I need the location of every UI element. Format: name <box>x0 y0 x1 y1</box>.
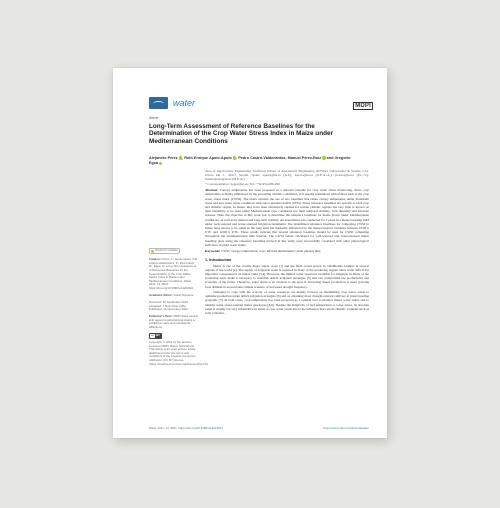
body-paragraph: Maize is one of the world's major staple crops [1] and the main cereal grown by smallholder farmers in several regions of the world [2]. The supply of irrigation water is required in many of the producing regions since water deficit has important consequences on maize yield [3,4]. However, the limited water resources available for irrigation in many of the producing areas make it necessary to establish deficit irrigation strategies [5] that can compromise the productivity and economy of the farms. Therefore, water stress is an obstacle to the goal of increasing maize production to meet growing food demand in an uncertain climate scenario of increased drought frequency. <box>205 263 369 289</box>
keywords-text: CWSI; canopy temperature; crop; infrared thermometry; plant phenotyping <box>221 249 321 254</box>
copyright-block: Copyright: © 2022 by the authors. Licensee MDPI, Basel, Switzerland. This article is an open access article distributed under the terms and conditions of the Creative Commons Attribution (CC BY) license (https://creativecommons.org/licenses/by/4.0/). <box>149 340 209 366</box>
check-updates-badge: check for updates <box>149 248 180 254</box>
author: Manuel Pérez-Ruiz <box>287 156 322 160</box>
article-title: Long-Term Assessment of Reference Baselines for the Determination of the Crop Water Stress Index in Maize under Mediterranean Conditions <box>149 123 334 145</box>
publisher-note-block: Publisher's Note: MDPI stays neutral with regard to jurisdictional claims in published maps and institutional affiliations. <box>149 314 198 329</box>
author: Pedro Castro-Valdecantos <box>238 156 286 160</box>
article-type: Article <box>149 116 159 120</box>
author: Gregorio Egea <box>149 156 351 166</box>
cc-license-badge: cc BY <box>151 333 161 338</box>
journal-name: water <box>173 98 196 108</box>
orcid-icon <box>233 156 236 159</box>
received-date: Received: 30 September 2022 <box>149 299 189 304</box>
section-heading: 1. Introduction <box>205 257 232 262</box>
dates-block <box>149 301 199 312</box>
publisher-logo: MDPI <box>355 103 371 109</box>
published-date: Published: 10 November 2022 <box>149 307 188 312</box>
footer-doi-link[interactable]: https://doi.org/10.3390/w14223621 <box>178 426 223 430</box>
author-list: Alejandro Pérez , Ruth Enrique Apolo-Apolo , Pedro Castro-Valdecantos, Manuel Pérez-Ruiz and Gregorio Egea <box>149 156 351 166</box>
footer-journal-link[interactable]: https://www.mdpi.com/journal/water <box>323 426 369 430</box>
journal-logo-icon <box>149 97 168 109</box>
keywords-label: Keywords: <box>205 249 221 254</box>
footer-citation: Water 2022, 14, 3621. <box>149 426 178 430</box>
orcid-icon <box>179 156 182 159</box>
keywords <box>205 249 369 253</box>
check-updates-icon <box>151 250 154 253</box>
accepted-date: Accepted: 7 November 2022 <box>149 303 186 308</box>
orcid-icon <box>322 156 325 159</box>
abstract <box>205 188 369 247</box>
body-paragraph: Strategies to cope with the scarcity of water resources are mainly focused on maximizing crop water status to optimize production under deficit irrigation strategies [6] and on obtaining more drought-tolerant cultivars in plant breeding programs [7]. In both cases, crop temperature has been proposed as a reliable tool to monitor maize water status and to identify water stress-tolerant maize genotypes [8,9]. Despite the simplicity of leaf temperature to water stress, its absolute value is usually not very informative in terms of crop water status due to the influence that certain climatic variables such as solar radiation, <box>205 290 369 316</box>
citation-block: Citation: Pérez, A.; Apolo-Apolo, O.E.; Castro-Valdecantos, P.; Pérez-Ruiz, M.; Egea, G. Long-Term Assessment of Reference Baselines for the Determination of the Crop Water Stress Index in Maize under Mediterranean Conditions. Water 2022, 14, 3621. https://doi.org/10.3390/w14223621 <box>149 257 199 290</box>
author: Ruth Enrique Apolo-Apolo <box>184 156 232 160</box>
journal-header <box>149 97 195 109</box>
editor-block: Academic Editor: Guido Wyseure <box>149 292 194 297</box>
affiliation: Area of Agroforestry Engineering, Technical School of Agricultural Engineering (ETSIA), Universidad de Sevilla, Ctra. Utrera km 1, 41013 Sevilla, Spain; aperez@us.es (A.P.); eapolo@us.es (O.E.A.-A.); pcastro@us.es (P.C.-V.); manuelperez@us.es (M.P.-R.) * Correspondence: gegea@us.es; Tel.: +34-954-486-499 <box>205 169 369 186</box>
correspondence: * Correspondence: gegea@us.es; Tel.: +34-954-486-499 <box>205 181 280 186</box>
author: Alejandro Pérez <box>149 156 178 160</box>
abstract-text: Canopy temperature has been proposed as a relevant variable for crop water stress monitoring. Since crop temperature is highly influenced by the prevailing climatic conditions, it is usually normalized with indices such as the crop water stress index (CWSI). The index requires the use of two baselines that relate canopy temperature under maximum stress and non-water stress conditions with vapor pressure deficit (VPD). These reference baselines are specific to each crop and climatic region. In maize, they have been extensively studied for certain climatic regions but very little is known on their suitability to be used under Mediterranean type conditions nor their temporal stability, both diurnally and between seasons. Thus, the objective of this work was to determine the reference baselines for maize grown under Mediterranean conditions, as well as its diurnal and long-term stability. An experiment was conducted for 3 years in a maize breeding field under well-watered and water-stressed irrigation treatments. The determined reference baselines for computing CWSI in maize have shown to be stable in the long term but markedly influenced by the meteorological variables between 10:00 h UTC and 12:00 h UTC. These results indicate that several reference baselines should be used for CWSI computing throughout the aforementioned time interval. The CWSI values calculated for well-watered and water-stressed maize breeding plots using the reference baselines derived in this study were successfully correlated with other physiological indicators of plant water status. <box>205 188 369 247</box>
orcid-icon <box>159 162 162 165</box>
article-body <box>205 169 369 316</box>
abstract-label: Abstract: <box>205 188 219 193</box>
article-sidebar <box>149 248 209 370</box>
journal-article-page <box>113 68 387 438</box>
page-footer <box>149 426 369 430</box>
